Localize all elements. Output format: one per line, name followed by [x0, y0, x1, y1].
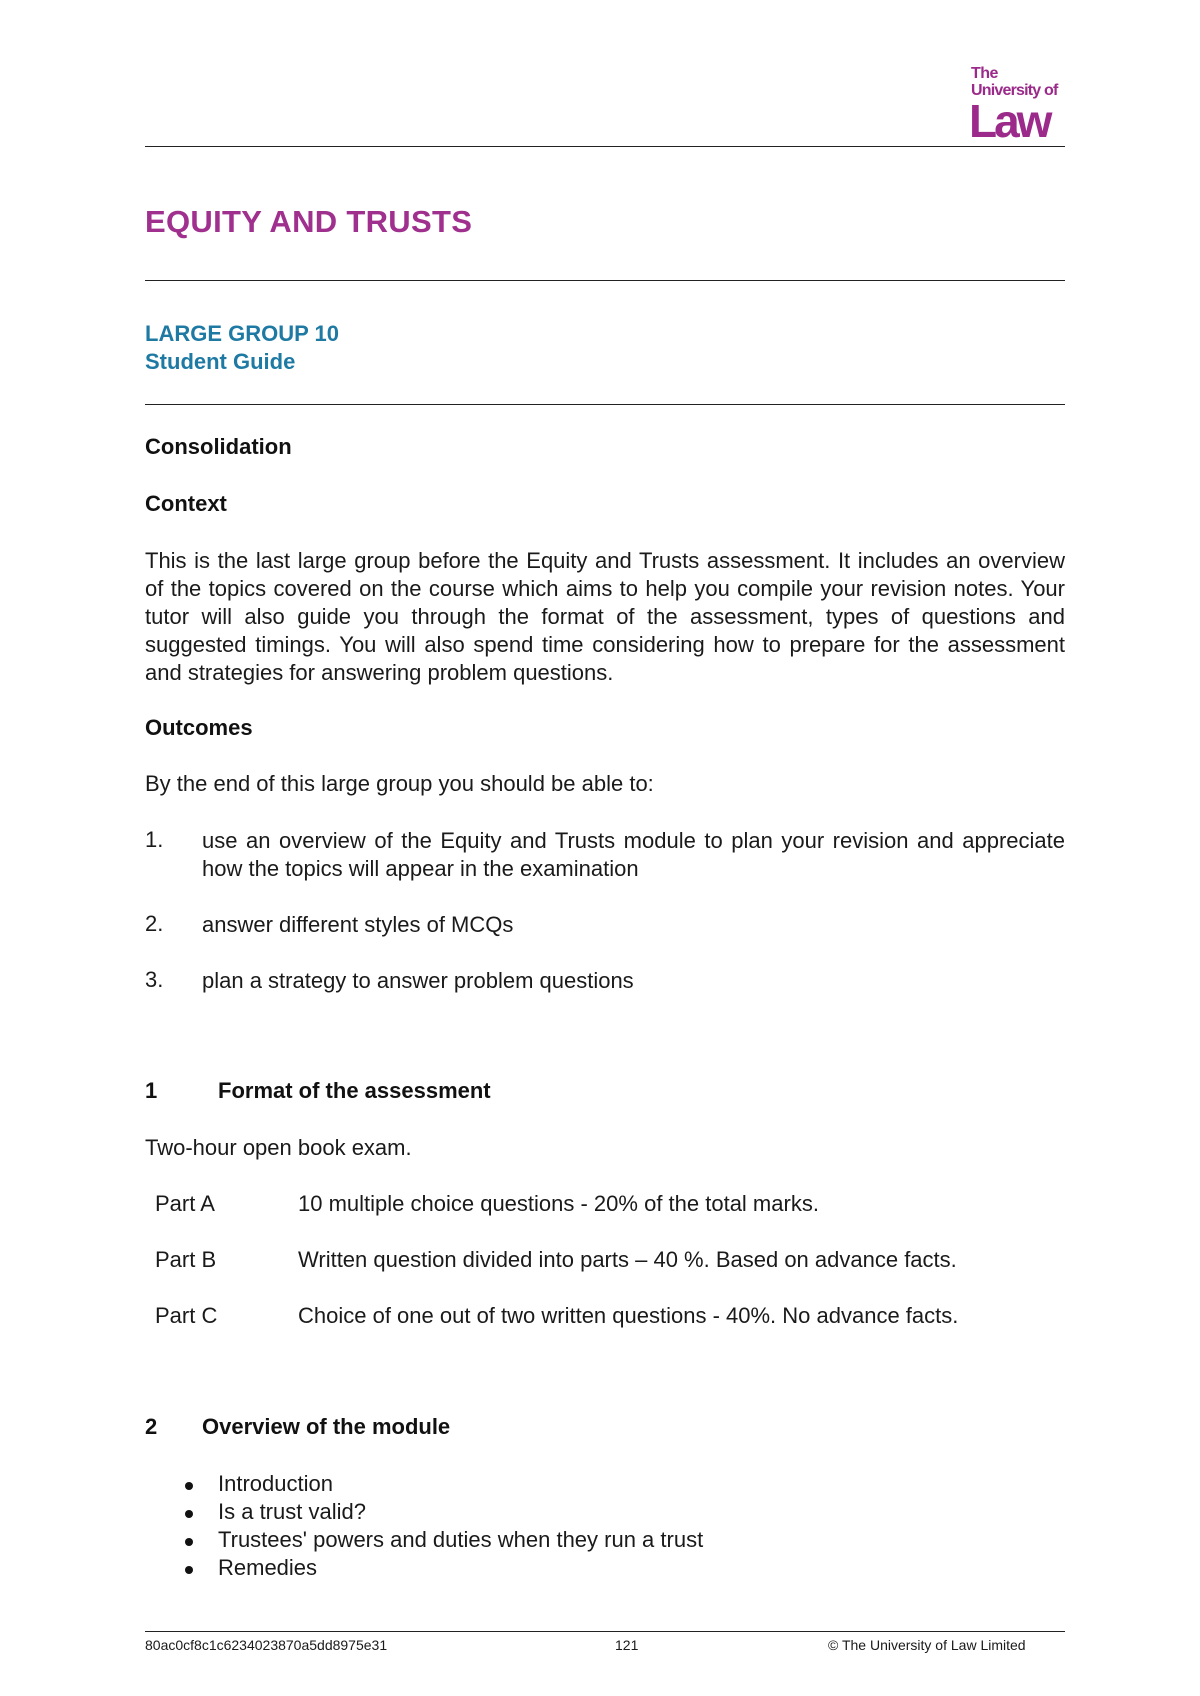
context-heading: Context [145, 491, 227, 516]
large-group-label: LARGE GROUP 10 [145, 321, 339, 346]
bullet-icon [185, 1510, 193, 1518]
outcomes-intro: By the end of this large group you should be able to: [145, 771, 654, 796]
student-guide-label: Student Guide [145, 349, 296, 374]
outcome-number: 1. [145, 827, 164, 852]
part-label: Part C [155, 1303, 218, 1328]
footer-page-number: 121 [615, 1637, 639, 1653]
logo-line-law: Law [969, 95, 1050, 147]
logo-line-university: University of [971, 82, 1058, 99]
outcomes-heading: Outcomes [145, 715, 253, 740]
logo-line-the: The [971, 65, 998, 82]
bullet-icon [185, 1566, 193, 1574]
list-item: Remedies [218, 1555, 318, 1580]
outcome-number: 2. [145, 911, 164, 936]
footer-document-code: 80ac0cf8c1c6234023870a5dd8975e31 [145, 1637, 388, 1653]
part-description: Written question divided into parts – 40 %. Based on advance facts. [298, 1247, 957, 1272]
bullet-icon [185, 1482, 193, 1490]
part-description: 10 multiple choice questions - 20% of the total marks. [298, 1191, 819, 1216]
list-item: Introduction [218, 1471, 333, 1496]
section-1-heading: Format of the assessment [218, 1078, 491, 1103]
list-item: Trustees' powers and duties when they run a trust [218, 1527, 704, 1552]
section-2-heading: Overview of the module [202, 1414, 451, 1439]
divider-title [145, 280, 1065, 281]
exam-format-intro: Two-hour open book exam. [145, 1135, 412, 1160]
divider-subtitle [145, 404, 1065, 405]
footer-copyright: © The University of Law Limited [828, 1637, 1026, 1653]
part-label: Part A [155, 1191, 215, 1216]
divider-top [145, 146, 1065, 147]
university-logo [969, 64, 1070, 147]
context-paragraph: This is the last large group before the Equity and Trusts assessment. It includes an overview of the topics covered on the course which aims to help you compile your revision notes. Your tutor will also guide you through the format of the assessment, types of questions and suggested timings. You will also spend time considering how to prepare for the assessment and strategies for answering problem questions. [145, 548, 1065, 685]
consolidation-heading: Consolidation [145, 434, 292, 459]
document-title: EQUITY AND TRUSTS [145, 204, 473, 239]
section-2-number: 2 [145, 1414, 158, 1439]
list-item: Is a trust valid? [218, 1499, 366, 1524]
part-description: Choice of one out of two written questions - 40%. No advance facts. [298, 1303, 959, 1328]
section-1-number: 1 [145, 1078, 158, 1103]
bullet-icon [185, 1538, 193, 1546]
divider-footer [145, 1631, 1065, 1632]
part-label: Part B [155, 1247, 217, 1272]
outcome-number: 3. [145, 967, 164, 992]
outcome-item: use an overview of the Equity and Trusts module to plan your revision and appreciate how the topics will appear in the examination [202, 828, 1065, 881]
outcome-item: answer different styles of MCQs [202, 912, 514, 937]
outcome-item: plan a strategy to answer problem questions [202, 968, 634, 993]
